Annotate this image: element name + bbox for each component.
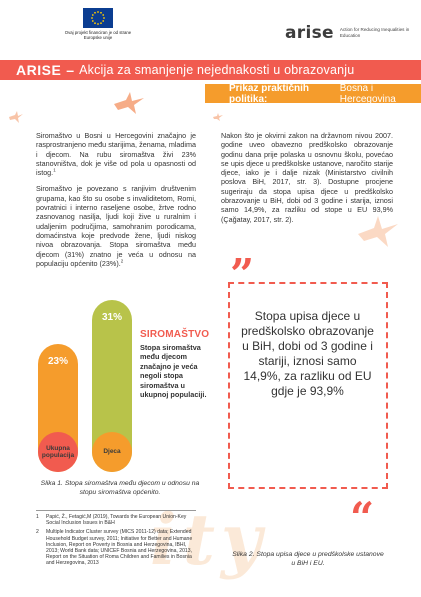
footnotes — [36, 514, 196, 570]
bar-category-label: Ukupna populacija — [38, 432, 78, 472]
footnote-number: 2 — [36, 529, 39, 536]
close-quote-icon: “ — [350, 493, 375, 542]
title-bar — [0, 60, 421, 80]
subtitle-bar — [205, 84, 421, 103]
chart-subtitle: Stopa siromaštva među djecom značajno je veća negoli stopa siromaštva u ukupnoj populaciji. — [140, 343, 207, 400]
poverty-paragraph-1: Siromaštvo u Bosni u Hercegovini značajno je rasprostranjeno među starijima, ženama, mladima i djecom. Na rubu siromaštva živi 23% stanovništva, dok je više od pola u opasnosti od istog.$^1$ — [36, 131, 196, 178]
footnote-text: Multiple Indicator Cluster survey (MICS 2011-12) data; Extended Household Budget survey, 2011; Initiative for Better and Humane Inclusion, Report on Poverty in Bosnia and Herzegovina, IBHI, 2013; World Bank data; UNICEF Bosnia and Herzegovina, 2013, Report on the Situation of Roma Children and Families in Bosnia and Herzegovina, 2013 — [46, 529, 193, 567]
poverty-paragraph-2: Siromaštvo je povezano s ranjivim društvenim grupama, kao što su osobe s invaliditetom, Romi, povratnici i interno raseljene osobe, žrtve rodno zasnovanog nasilja, ljudi koji žive u ruralnim i udaljenim područjima, samohranim porodicama, domaćinstva koje predvode žene, ljudi niskog nivoa obrazovanja. Stopa siromaštva među djecom (31%) znatno je veća u odnosu na populaciju općenito (23%).$^2$ — [36, 184, 196, 268]
bar-value-label: 23% — [47, 356, 68, 367]
small-bird-icon — [8, 110, 24, 124]
background-watermark: ity — [150, 498, 268, 581]
footnote-item — [36, 514, 196, 526]
quote-text: Stopa upisa djece u predškolsko obrazovanje u BiH, dobi od 3 godine i stariji, iznosi samo 14,9%, za razliku od EU gdje je 93,9% — [241, 309, 374, 398]
figure-2-caption: Slika 2. Stopa upisa djece u predškolske ustanove u BiH i EU. — [232, 551, 384, 567]
footnote-item — [36, 529, 196, 566]
poverty-bar-chart — [34, 300, 144, 472]
left-column — [36, 131, 196, 275]
eu-funding-block — [62, 8, 134, 40]
footnote-divider — [36, 510, 196, 511]
footnote-number: 1 — [36, 514, 39, 520]
arise-logo-tagline: Action for Reducing Inequalities in Education — [339, 27, 410, 38]
subtitle-country: Bosna i Hercegovina — [339, 82, 396, 105]
title-dash: – — [66, 62, 75, 78]
arise-logo-word: arise — [285, 23, 334, 43]
preschool-paragraph: Nakon što je okvirni zakon na državnom nivou 2007. godine uveo obavezno predškolsko obrazovanje godinu dana prije polaska u osnovnu školu, povećao se upis djece u predškolske ustanove, naročito starije djece, iako je i dalje nizak (Ministarstvo civilnih poslova BiH, 2017, str. 3). Dostupne procjene sugeriraju da stopa upisa djece u predškolsko obrazovanje u BiH, dobi od 3 godine i starija, iznosi samo 14,9%, za razliku od stope u EU 93,9% (Çağatay, 2017, str. 2). — [221, 131, 393, 224]
eu-flag-icon — [83, 8, 113, 28]
title-arise: ARISE — [16, 62, 62, 78]
bar-category-label: Djeca — [92, 432, 132, 472]
figure-1-caption: Slika 1. Stopa siromaštva među djecom u odnosu na stopu siromaštva općenito. — [40, 480, 200, 496]
eu-funding-text: Ovaj projekt financiran je od strane Europske unije — [64, 30, 132, 41]
arise-logo — [285, 22, 421, 44]
open-quote-icon: ” — [230, 250, 255, 299]
subtitle-bold: Prikaz praktičnih politika: — [229, 82, 310, 105]
footnote-text: Papić, Ž., Fetagić,M (2019), Towards the European Union-Key Social Inclusion Issues in B&H — [46, 514, 187, 527]
small-bird-icon-2 — [212, 112, 224, 122]
title-text: Akcija za smanjenje nejednakosti u obrazovanju — [79, 63, 355, 77]
chart-title: SIROMAŠTVO — [140, 329, 210, 340]
right-column — [221, 131, 393, 224]
bar-value-label: 31% — [101, 312, 122, 323]
bird-icon — [112, 90, 146, 118]
